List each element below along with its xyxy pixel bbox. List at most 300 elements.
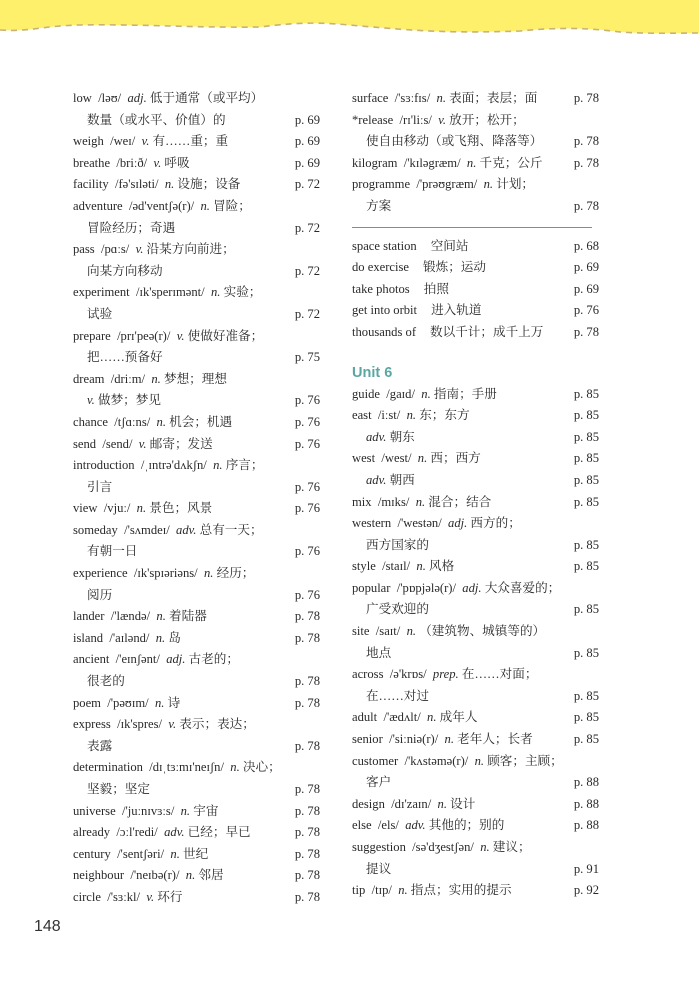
vocab-entry <box>73 153 320 175</box>
vocab-entry <box>73 563 320 585</box>
headword: weigh <box>73 134 104 149</box>
entry-text <box>73 455 263 477</box>
vocab-entry-continuation <box>73 261 320 283</box>
part-of-speech: n. <box>164 177 175 192</box>
page-reference: p. 78 <box>573 198 599 213</box>
part-of-speech: n. <box>480 840 490 854</box>
definition: 其他的；别的 <box>428 818 505 833</box>
phrase-entry <box>352 300 599 322</box>
vocab-entry <box>73 174 320 196</box>
definition: 表面；表层；面 <box>449 91 538 105</box>
entry-text <box>352 729 533 751</box>
entry-text <box>352 578 560 600</box>
part-of-speech: v. <box>87 393 95 408</box>
vocab-entry-continuation <box>352 470 599 492</box>
headword: adventure <box>73 198 123 213</box>
phonetic: /mɪks/ <box>377 494 410 509</box>
definition: 设施；设备 <box>177 177 241 192</box>
vocab-entry <box>73 412 320 434</box>
phonetic: /'sʌmdeɪ/ <box>124 522 170 537</box>
headword: universe <box>73 803 116 818</box>
definition: 试验 <box>87 306 113 321</box>
entry-text <box>73 326 263 348</box>
continuation-text <box>352 470 415 492</box>
part-of-speech: n. <box>466 155 477 170</box>
phonetic: /'prəʊgræm/ <box>416 177 478 192</box>
vocab-entry-continuation <box>73 304 320 326</box>
entry-text <box>73 196 251 218</box>
vocab-entry <box>352 405 599 427</box>
definition: 朝西 <box>389 472 415 487</box>
vocab-entry-continuation <box>73 541 320 563</box>
page-number: 148 <box>34 918 61 935</box>
entry-text <box>73 887 182 909</box>
continuation-text <box>73 218 175 240</box>
page-reference: p. 85 <box>573 602 599 617</box>
continuation-text <box>352 427 415 449</box>
definition: 有……重；重 <box>152 134 229 149</box>
page-reference: p. 78 <box>294 738 320 753</box>
vocabulary-list-continued <box>352 88 599 218</box>
wavy-dashed-border-icon <box>0 0 699 40</box>
entry-text <box>352 405 470 427</box>
definition: 西方的； <box>470 516 521 531</box>
vocab-entry <box>352 880 599 902</box>
headword: someday <box>73 522 118 537</box>
headword: ancient <box>73 652 110 667</box>
vocab-entry <box>352 751 599 773</box>
entry-text <box>352 664 537 686</box>
entry-text <box>73 239 235 261</box>
headword: century <box>73 846 111 861</box>
phrase-list <box>352 236 599 344</box>
page-reference: p. 88 <box>573 796 599 811</box>
part-of-speech: n. <box>170 846 180 861</box>
part-of-speech: adj. <box>166 652 186 667</box>
page-reference: p. 85 <box>573 386 599 401</box>
vocab-entry-continuation <box>73 671 320 693</box>
page-reference: p. 76 <box>294 414 320 429</box>
phonetic: /ˌɪntrə'dʌkʃn/ <box>140 458 207 473</box>
definition: 岛 <box>168 630 181 645</box>
phonetic: /'sɜːfɪs/ <box>394 91 431 105</box>
headword: popular <box>352 580 391 595</box>
part-of-speech: adv. <box>366 472 387 487</box>
page-reference: p. 85 <box>573 559 599 574</box>
continuation-text <box>73 736 112 758</box>
entry-text <box>352 153 542 175</box>
entry-text <box>352 448 481 470</box>
definition: 冒险经历；奇遇 <box>87 220 176 235</box>
part-of-speech: adj. <box>127 91 147 105</box>
phonetic: /ɪk'spres/ <box>117 717 163 732</box>
headword: design <box>352 796 385 811</box>
entry-text <box>73 153 190 175</box>
phrase-entry <box>352 257 599 279</box>
continuation-text <box>73 477 112 499</box>
headword: circle <box>73 889 101 904</box>
definition: 很老的 <box>87 674 125 689</box>
vocab-entry <box>352 664 599 686</box>
vocab-entry-continuation <box>352 196 599 218</box>
part-of-speech: n. <box>398 883 408 898</box>
phonetic: /els/ <box>377 818 399 833</box>
phonetic: /ɔːl'redi/ <box>116 825 158 840</box>
phonetic: /'ædʌlt/ <box>383 710 421 725</box>
entry-text <box>352 513 521 535</box>
part-of-speech: adv. <box>366 429 387 444</box>
entry-text <box>73 131 228 153</box>
page-reference: p. 78 <box>294 889 320 904</box>
headword: determination <box>73 760 143 775</box>
headword: introduction <box>73 458 135 473</box>
part-of-speech: n. <box>210 285 221 300</box>
entry-text <box>352 794 475 816</box>
definition: 进入轨道 <box>431 303 482 318</box>
part-of-speech: adj. <box>448 516 468 531</box>
headword: style <box>352 559 376 574</box>
vocab-entry <box>352 384 599 406</box>
vocab-entry-continuation <box>73 218 320 240</box>
part-of-speech: n. <box>156 609 166 624</box>
entry-text <box>73 865 224 887</box>
vocab-entry <box>352 448 599 470</box>
entry-text <box>352 257 486 279</box>
part-of-speech: n. <box>230 760 240 775</box>
continuation-text <box>352 131 542 153</box>
vocab-entry-continuation <box>352 131 599 153</box>
entry-text <box>352 300 481 322</box>
continuation-text <box>352 599 429 621</box>
page-reference: p. 78 <box>294 674 320 689</box>
definition: 引言 <box>87 479 113 494</box>
right-column <box>352 88 599 902</box>
phrase: get into orbit <box>352 303 418 318</box>
part-of-speech: n. <box>415 494 426 509</box>
headword: breathe <box>73 155 111 170</box>
page-reference: p. 85 <box>573 408 599 423</box>
vocab-entry-continuation <box>73 477 320 499</box>
page-reference: p. 88 <box>573 818 599 833</box>
definition: （建筑物、城镇等的） <box>419 624 546 639</box>
headword: site <box>352 624 370 639</box>
continuation-text <box>73 347 163 369</box>
part-of-speech: n. <box>406 408 417 423</box>
vocab-entry <box>352 837 599 859</box>
part-of-speech: prep. <box>432 667 459 682</box>
entry-text <box>352 174 534 196</box>
definition: 表露 <box>87 738 113 753</box>
page-reference: p. 78 <box>573 91 599 105</box>
entry-text <box>352 88 537 110</box>
definition: 环行 <box>157 889 183 904</box>
definition: 诗 <box>167 695 181 710</box>
entry-text <box>73 282 261 304</box>
headword: *release <box>352 112 394 127</box>
continuation-text <box>73 110 226 132</box>
vocab-entry <box>352 729 599 751</box>
definition: 有朝一日 <box>87 544 138 559</box>
definition: 把……预备好 <box>87 350 163 365</box>
vocab-entry <box>73 282 320 304</box>
definition: 混合；结合 <box>428 494 492 509</box>
phrase: take photos <box>352 281 410 296</box>
definition: 总有一天； <box>199 522 263 537</box>
continuation-text <box>352 772 391 794</box>
part-of-speech: n. <box>200 198 210 213</box>
continuation-text <box>73 671 125 693</box>
phonetic: /sə'dʒestʃən/ <box>412 840 474 854</box>
entry-text <box>73 412 232 434</box>
definition: 建议； <box>492 840 531 854</box>
vocab-entry <box>352 621 599 643</box>
entry-text <box>73 563 254 585</box>
page-reference: p. 69 <box>294 155 320 170</box>
definition: 在……对过 <box>366 688 429 703</box>
entry-text <box>352 384 497 406</box>
part-of-speech: v. <box>135 242 144 257</box>
phrase: thousands of <box>352 324 417 339</box>
page-reference: p. 88 <box>573 775 599 790</box>
vocab-entry-continuation <box>73 390 320 412</box>
part-of-speech: n. <box>185 868 196 883</box>
definition: 风格 <box>429 559 455 574</box>
part-of-speech: n. <box>406 624 417 639</box>
phonetic: /'juːnɪvɜːs/ <box>121 803 175 818</box>
headword: across <box>352 667 384 682</box>
entry-text <box>352 880 512 902</box>
vocab-entry <box>73 131 320 153</box>
phonetic: /ə'krɒs/ <box>389 667 427 682</box>
definition: 序言； <box>225 458 264 473</box>
vocab-entry <box>73 326 320 348</box>
phonetic: /əd'ventʃə(r)/ <box>128 198 195 213</box>
vocab-entry <box>352 513 599 535</box>
definition: 沿某方向前进； <box>146 242 235 257</box>
phonetic: /'westən/ <box>397 516 442 531</box>
headword: senior <box>352 732 383 747</box>
headword: surface <box>352 91 389 105</box>
headword: suggestion <box>352 840 406 854</box>
definition: 放开；松开； <box>449 112 525 127</box>
page-reference: p. 85 <box>573 732 599 747</box>
vocab-entry <box>73 649 320 671</box>
entry-text <box>73 434 213 456</box>
vocab-entry-continuation <box>73 347 320 369</box>
headword: tip <box>352 883 366 898</box>
entry-text <box>73 757 281 779</box>
definition: 指南；手册 <box>433 386 497 401</box>
phonetic: /'neɪbə(r)/ <box>130 868 180 883</box>
continuation-text <box>73 585 112 607</box>
page-reference: p. 78 <box>294 630 320 645</box>
page-reference: p. 69 <box>573 260 599 275</box>
page-reference: p. 72 <box>294 220 320 235</box>
headword: west <box>352 451 376 466</box>
phrase-entry <box>352 236 599 258</box>
entry-text <box>73 693 180 715</box>
vocab-entry-continuation <box>73 736 320 758</box>
part-of-speech: adv. <box>176 522 197 537</box>
headword: east <box>352 408 372 423</box>
definition: 梦想；理想 <box>163 371 227 386</box>
definition: 宇宙 <box>193 803 219 818</box>
page-reference: p. 78 <box>294 782 320 796</box>
continuation-text <box>73 390 161 412</box>
vocab-entry <box>73 714 320 736</box>
vocab-entry <box>73 757 320 779</box>
page-reference: p. 72 <box>294 177 320 192</box>
page-reference: p. 85 <box>573 645 599 660</box>
vocab-entry <box>73 822 320 844</box>
definition: 大众喜爱的； <box>484 580 561 595</box>
phonetic: /dɪ'zaɪn/ <box>391 796 432 811</box>
definition: 指点；实用的提示 <box>410 883 512 898</box>
part-of-speech: n. <box>474 753 485 768</box>
phrase-entry <box>352 279 599 301</box>
part-of-speech: v. <box>138 436 147 451</box>
phonetic: /vjuː/ <box>103 501 131 516</box>
headword: experience <box>73 566 128 581</box>
vocab-entry-continuation <box>352 859 599 881</box>
headword: guide <box>352 386 380 401</box>
vocab-entry <box>73 434 320 456</box>
headword: experiment <box>73 285 130 300</box>
phonetic: /'sɜːkl/ <box>107 889 141 904</box>
definition: 着陆器 <box>169 609 207 624</box>
vocab-entry-continuation <box>352 599 599 621</box>
vocab-entry <box>73 455 320 477</box>
headword: low <box>73 91 92 105</box>
phonetic: /ɪk'sperɪmənt/ <box>135 285 205 300</box>
part-of-speech: n. <box>421 386 431 401</box>
part-of-speech: n. <box>417 451 428 466</box>
phonetic: /'sentʃəri/ <box>117 846 165 861</box>
part-of-speech: adv. <box>405 818 426 833</box>
entry-text <box>352 279 449 301</box>
vocab-entry <box>73 498 320 520</box>
page-reference: p. 76 <box>294 587 320 602</box>
definition: 表示；表达； <box>179 717 255 732</box>
vocab-entry <box>352 88 599 110</box>
part-of-speech: n. <box>151 371 161 386</box>
definition: 决心； <box>242 760 281 775</box>
vocab-entry <box>352 707 599 729</box>
definition: 顾客；主顾； <box>487 753 563 768</box>
part-of-speech: adv. <box>164 825 185 840</box>
entry-text <box>352 492 491 514</box>
page-reference: p. 92 <box>573 883 599 898</box>
entry-text <box>352 556 454 578</box>
vocab-entry <box>352 492 599 514</box>
vocab-entry-continuation <box>352 427 599 449</box>
vocab-entry <box>73 628 320 650</box>
definition: 低于通常（或平均） <box>149 91 264 105</box>
headword: programme <box>352 177 411 192</box>
page-reference: p. 76 <box>294 436 320 451</box>
definition: 锻炼；运动 <box>423 260 486 275</box>
phonetic: /briːð/ <box>116 155 148 170</box>
unit-heading: Unit 6 <box>352 364 393 381</box>
headword: adult <box>352 710 378 725</box>
page-reference: p. 78 <box>294 803 320 818</box>
vocab-entry <box>352 153 599 175</box>
phrase: do exercise <box>352 260 409 275</box>
headword: facility <box>73 177 109 192</box>
part-of-speech: n. <box>444 732 454 747</box>
entry-text <box>73 520 263 542</box>
part-of-speech: v. <box>168 717 177 732</box>
definition: 使做好准备； <box>187 328 264 343</box>
vocab-entry <box>73 369 320 391</box>
continuation-text <box>352 535 429 557</box>
entry-text <box>73 88 263 110</box>
page-reference: p. 76 <box>294 479 320 494</box>
phonetic: /ɪk'spɪəriəns/ <box>133 566 198 581</box>
headword: dream <box>73 371 105 386</box>
phonetic: /iːst/ <box>377 408 401 423</box>
page-reference: p. 78 <box>294 846 320 861</box>
definition: 已经；早已 <box>187 825 251 840</box>
phonetic: /pɑːs/ <box>101 242 130 257</box>
definition: 广受欢迎的 <box>366 602 429 617</box>
continuation-text <box>73 541 137 563</box>
vocab-entry <box>352 578 599 600</box>
page-reference: p. 69 <box>573 281 599 296</box>
vocab-entry <box>352 556 599 578</box>
entry-text <box>352 236 468 258</box>
definition: 邮寄；发送 <box>149 436 213 451</box>
unit-6-vocabulary-list <box>352 384 599 902</box>
vocab-entry <box>352 794 599 816</box>
page-reference: p. 76 <box>294 544 320 559</box>
definition: 西方国家的 <box>366 537 429 552</box>
phonetic: /staɪl/ <box>382 559 411 574</box>
continuation-text <box>352 643 391 665</box>
page-reference: p. 85 <box>573 537 599 552</box>
entry-text <box>73 714 255 736</box>
headword: view <box>73 501 98 516</box>
phonetic: /'pəʊɪm/ <box>107 695 149 710</box>
headword: express <box>73 717 111 732</box>
page-reference: p. 78 <box>573 155 599 170</box>
definition: 做梦；梦见 <box>97 393 161 408</box>
part-of-speech: n. <box>483 177 494 192</box>
part-of-speech: v. <box>176 328 185 343</box>
entry-text <box>352 751 563 773</box>
headword: send <box>73 436 97 451</box>
phonetic: /'pɒpjələ(r)/ <box>396 580 456 595</box>
vocab-entry <box>73 239 320 261</box>
headword: lander <box>73 609 105 624</box>
definition: 古老的； <box>188 652 239 667</box>
page-reference: p. 85 <box>573 451 599 466</box>
part-of-speech: n. <box>213 458 223 473</box>
entry-text <box>352 322 543 344</box>
continuation-text <box>73 304 112 326</box>
definition: 东；东方 <box>419 408 470 423</box>
page-reference: p. 78 <box>573 134 599 149</box>
part-of-speech: n. <box>154 695 165 710</box>
phonetic: /west/ <box>381 451 412 466</box>
page-reference: p. 78 <box>294 868 320 883</box>
vocab-entry-continuation <box>352 535 599 557</box>
vocab-entry <box>73 693 320 715</box>
entry-text <box>352 621 545 643</box>
page-reference: p. 85 <box>573 472 599 487</box>
part-of-speech: v. <box>141 134 150 149</box>
part-of-speech: n. <box>427 710 437 725</box>
